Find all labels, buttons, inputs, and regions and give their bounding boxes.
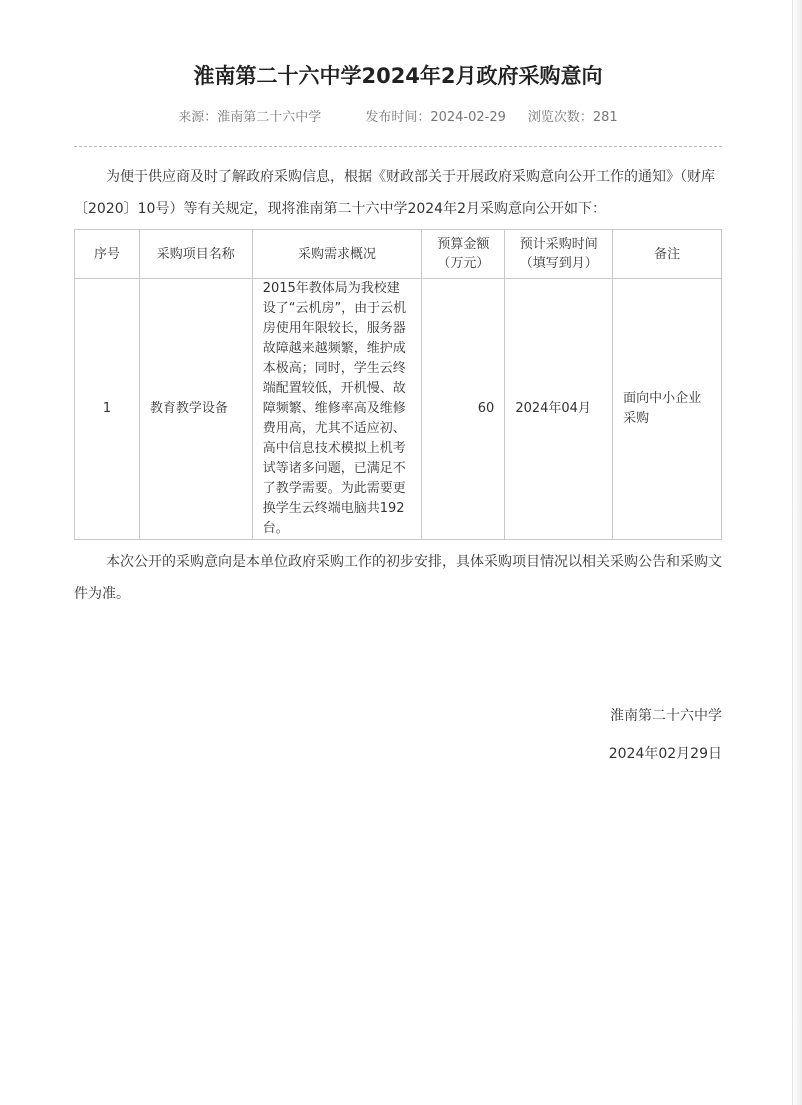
procurement-table [74,229,722,540]
header-time-line2: （填写到月） [519,256,598,271]
header-summary: 采购需求概况 [252,230,422,279]
cell-name: 教育教学设备 [139,279,252,540]
cell-summary: 2015年教体局为我校建设了“云机房”，由于云机房使用年限较长，服务器故障越来越频繁，维护成本极高；同时，学生云终端配置较低，开机慢、故障频繁、维修率高及维修费用高，尤其不适应初、高中信息技术模拟上机考试等诸多问题，已满足不了教学需要。为此需要更换学生云终端电脑共192台。 [252,279,422,540]
article-view-count: 浏览次数：281 [527,110,618,125]
table-header-row [75,230,722,279]
header-remark: 备注 [613,230,722,279]
header-budget-line1: 预算金额 [437,237,490,252]
article-source: 来源：淮南第二十六中学 [178,110,322,125]
page-title: 淮南第二十六中学2024年2月政府采购意向 [193,64,603,88]
article-publish-time: 发布时间：2024-02-29 [365,110,506,125]
header-budget-line2: （万元） [437,256,490,271]
header-name: 采购项目名称 [139,230,252,279]
page-right-edge [792,0,802,1105]
article-meta [74,108,722,128]
cell-remark: 面向中小企业采购 [613,279,722,540]
dashed-divider [74,146,722,147]
cell-budget: 60 [422,279,505,540]
signature-date: 2024年02月29日 [608,746,722,762]
table-row [75,279,722,540]
cell-no: 1 [75,279,140,540]
intro-paragraph: 为便于供应商及时了解政府采购信息，根据《财政部关于开展政府采购意向公开工作的通知》（财库〔2020〕10号）等有关规定，现将淮南第二十六中学2024年2月采购意向公开如下： [74,169,715,217]
closing-paragraph: 本次公开的采购意向是本单位政府采购工作的初步安排，具体采购项目情况以相关采购公告和采购文件为准。 [74,554,722,602]
cell-time: 2024年04月 [505,279,613,540]
header-time-line1: 预计采购时间 [519,237,598,252]
header-time [505,230,613,279]
signature: 淮南第二十六中学 [610,708,722,724]
header-no: 序号 [75,230,140,279]
header-budget [422,230,505,279]
article [74,0,722,764]
